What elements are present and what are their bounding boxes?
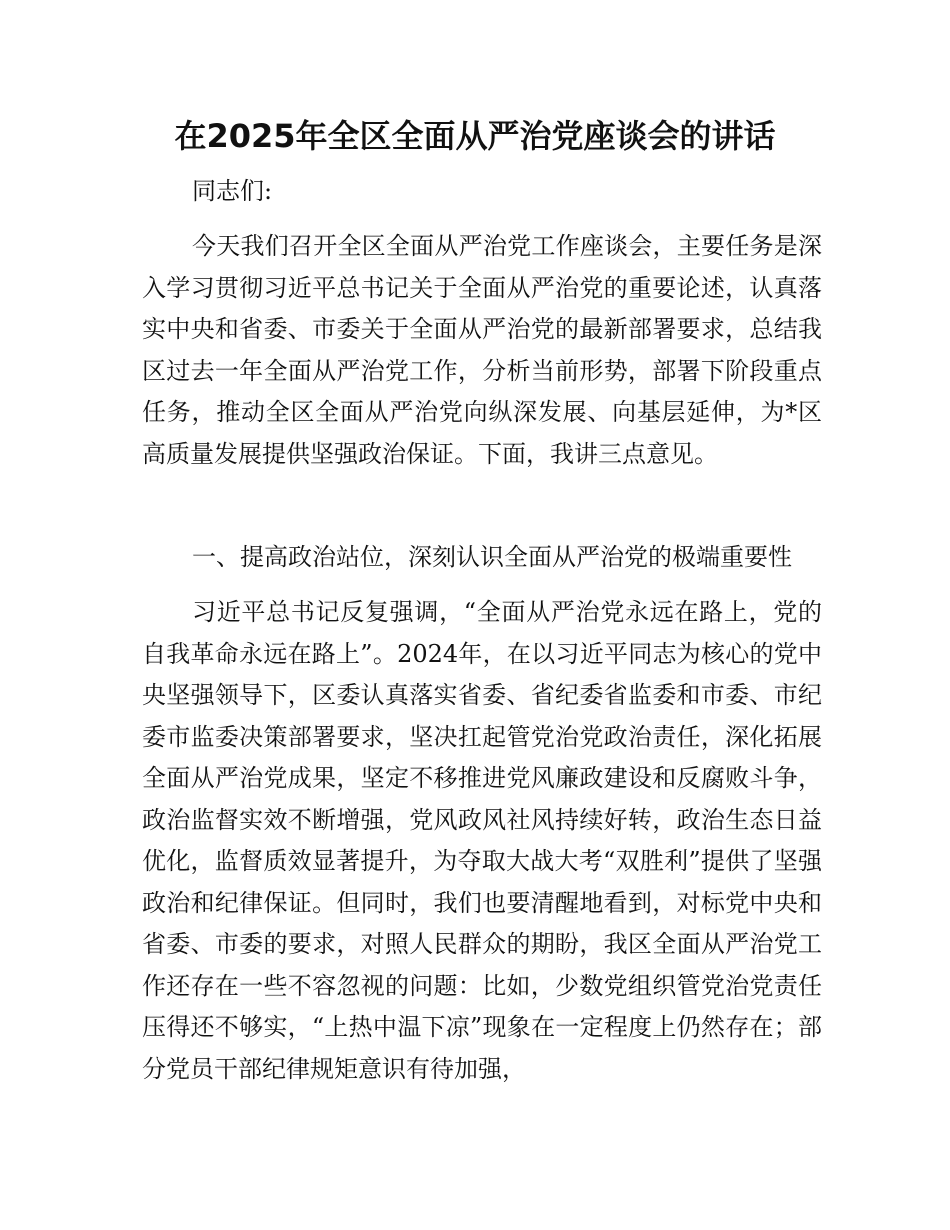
section-1-paragraph: 习近平总书记反复强调，“全面从严治党永远在路上，党的自我革命永远在路上”。2024年，在以习近平同志为核心的党中央坚强领导下，区委认真落实省委、省纪委省监委和市委、市纪委市监委决策部署要求，坚决扛起管党治党政治责任，深化拓展全面从严治党成果，坚定不移推进党风廉政建设和反腐败斗争，政治监督实效不断增强，党风政风社风持续好转，政治生态日益优化，监督质效显著提升，为夺取大战大考“双胜利”提供了坚强政治和纪律保证。但同时，我们也要清醒地看到，对标党中央和省委、市委的要求，对照人民群众的期盼，我区全面从严治党工作还存在一些不容忽视的问题：比如，少数党组织管党治党责任压得还不够实，“上热中温下凉”现象在一定程度上仍然存在；部分党员干部纪律规矩意识有待加强，	[142, 598, 822, 1083]
document-title: 在2025年全区全面从严治党座谈会的讲话	[174, 117, 776, 155]
section-heading-1: 一、提高政治站位，深刻认识全面从严治党的极端重要性	[192, 543, 792, 571]
intro-paragraph: 今天我们召开全区全面从严治党工作座谈会，主要任务是深入学习贯彻习近平总书记关于全面从严治党的重要论述，认真落实中央和省委、市委关于全面从严治党的最新部署要求，总结我区过去一年全面从严治党工作，分析当前形势，部署下阶段重点任务，推动全区全面从严治党向纵深发展、向基层延伸，为*区高质量发展提供坚强政治保证。下面，我讲三点意见。	[142, 232, 822, 468]
salutation: 同志们:	[192, 177, 273, 205]
